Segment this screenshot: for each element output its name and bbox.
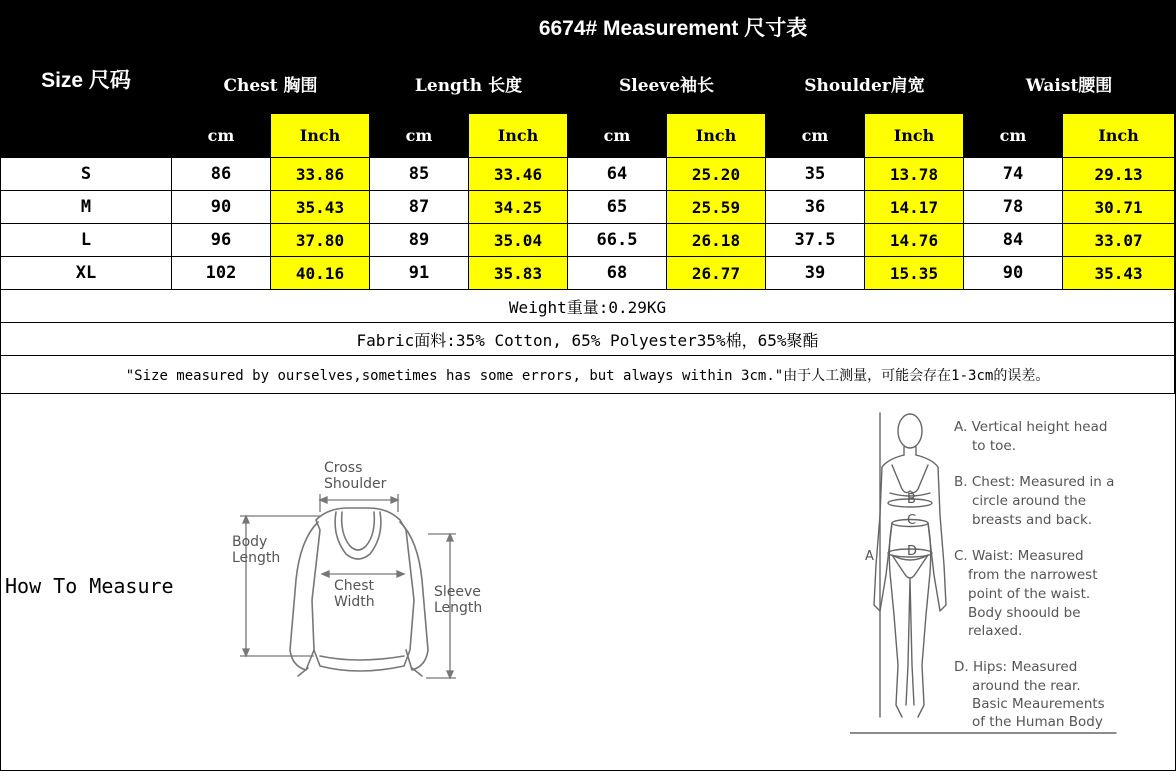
guide-c: C. Waist: Measured from the narrowest point of the waist. Body shoould be relaxed. (954, 548, 1098, 639)
cell-cm: 90 (172, 191, 271, 224)
cell-cm: 64 (568, 158, 667, 191)
cell-cm: 90 (964, 257, 1063, 290)
size-label: L (1, 224, 172, 257)
cell-cm: 78 (964, 191, 1063, 224)
unit-cm: cm (370, 114, 469, 158)
unit-inch: Inch (667, 114, 766, 158)
cell-cm: 102 (172, 257, 271, 290)
cell-cm: 89 (370, 224, 469, 257)
unit-cm: cm (568, 114, 667, 158)
cell-cm: 96 (172, 224, 271, 257)
size-label: XL (1, 257, 172, 290)
cell-inch: 15.35 (865, 257, 964, 290)
cell-cm: 68 (568, 257, 667, 290)
size-label: M (1, 191, 172, 224)
sweater-diagram (228, 450, 508, 690)
cell-cm: 86 (172, 158, 271, 191)
cell-inch: 26.18 (667, 224, 766, 257)
cell-inch: 37.80 (271, 224, 370, 257)
cell-cm: 84 (964, 224, 1063, 257)
cell-cm: 39 (766, 257, 865, 290)
cell-inch: 26.77 (667, 257, 766, 290)
chest-header: Chest 胸围 (172, 54, 370, 114)
table-row (1, 257, 1175, 290)
table-title: 6674# Measurement 尺寸表 (172, 1, 1175, 54)
cross-shoulder-label: Cross Shoulder (324, 460, 387, 492)
cell-inch: 29.13 (1063, 158, 1175, 191)
cell-inch: 13.78 (865, 158, 964, 191)
unit-inch: Inch (865, 114, 964, 158)
guide-a: A. Vertical height head to toe. (954, 419, 1108, 454)
cell-inch: 35.04 (469, 224, 568, 257)
marker-a: A (865, 549, 874, 564)
cell-inch: 25.20 (667, 158, 766, 191)
unit-row (1, 114, 1175, 158)
table-row (1, 224, 1175, 257)
cell-inch: 25.59 (667, 191, 766, 224)
table-row (1, 158, 1175, 191)
unit-inch: Inch (271, 114, 370, 158)
disclaimer-note: "Size measured by ourselves,sometimes has some errors, but always within 3cm."由于人工测量，可能会存在1-3cm的误差。 (1, 356, 1175, 394)
unit-cm: cm (172, 114, 271, 158)
marker-b: B (907, 492, 916, 507)
cell-cm: 65 (568, 191, 667, 224)
cell-inch: 33.07 (1063, 224, 1175, 257)
cell-inch: 34.25 (469, 191, 568, 224)
cell-cm: 37.5 (766, 224, 865, 257)
waist-header: Waist腰围 (964, 54, 1175, 114)
cell-cm: 91 (370, 257, 469, 290)
cell-cm: 74 (964, 158, 1063, 191)
cell-inch: 35.43 (271, 191, 370, 224)
cell-inch: 33.46 (469, 158, 568, 191)
unit-cm: cm (766, 114, 865, 158)
how-to-measure-heading: How To Measure (5, 574, 174, 598)
size-header: Size 尺码 (1, 1, 172, 158)
cell-inch: 33.86 (271, 158, 370, 191)
length-header: Length 长度 (370, 54, 568, 114)
cell-inch: 40.16 (271, 257, 370, 290)
fabric-note: Fabric面料:35% Cotton, 65% Polyester35%棉，65%聚酯 (1, 323, 1175, 356)
table-row (1, 191, 1175, 224)
guide-d: D. Hips: Measured around the rear. Basic Meaurements of the Human Body (954, 659, 1105, 730)
unit-inch: Inch (469, 114, 568, 158)
marker-d: D (907, 544, 918, 559)
chest-width-label: Chest Width (334, 578, 375, 610)
sleeve-length-label: Sleeve Length (434, 584, 483, 616)
cell-cm: 85 (370, 158, 469, 191)
shoulder-header: Shoulder肩宽 (766, 54, 964, 114)
cell-inch: 35.83 (469, 257, 568, 290)
size-label: S (1, 158, 172, 191)
cell-cm: 36 (766, 191, 865, 224)
cell-inch: 30.71 (1063, 191, 1175, 224)
cell-inch: 14.17 (865, 191, 964, 224)
unit-inch: Inch (1063, 114, 1175, 158)
unit-cm: cm (964, 114, 1063, 158)
guide-b: B. Chest: Measured in a circle around the breasts and back. (954, 474, 1115, 528)
marker-c: C (907, 513, 917, 528)
cell-cm: 87 (370, 191, 469, 224)
cell-cm: 35 (766, 158, 865, 191)
body-length-label: Body Length (232, 534, 281, 566)
cell-cm: 66.5 (568, 224, 667, 257)
sleeve-header: Sleeve袖长 (568, 54, 766, 114)
weight-note: Weight重量:0.29KG (1, 290, 1175, 323)
body-measure-diagram (850, 405, 1130, 740)
cell-inch: 14.76 (865, 224, 964, 257)
cell-inch: 35.43 (1063, 257, 1175, 290)
